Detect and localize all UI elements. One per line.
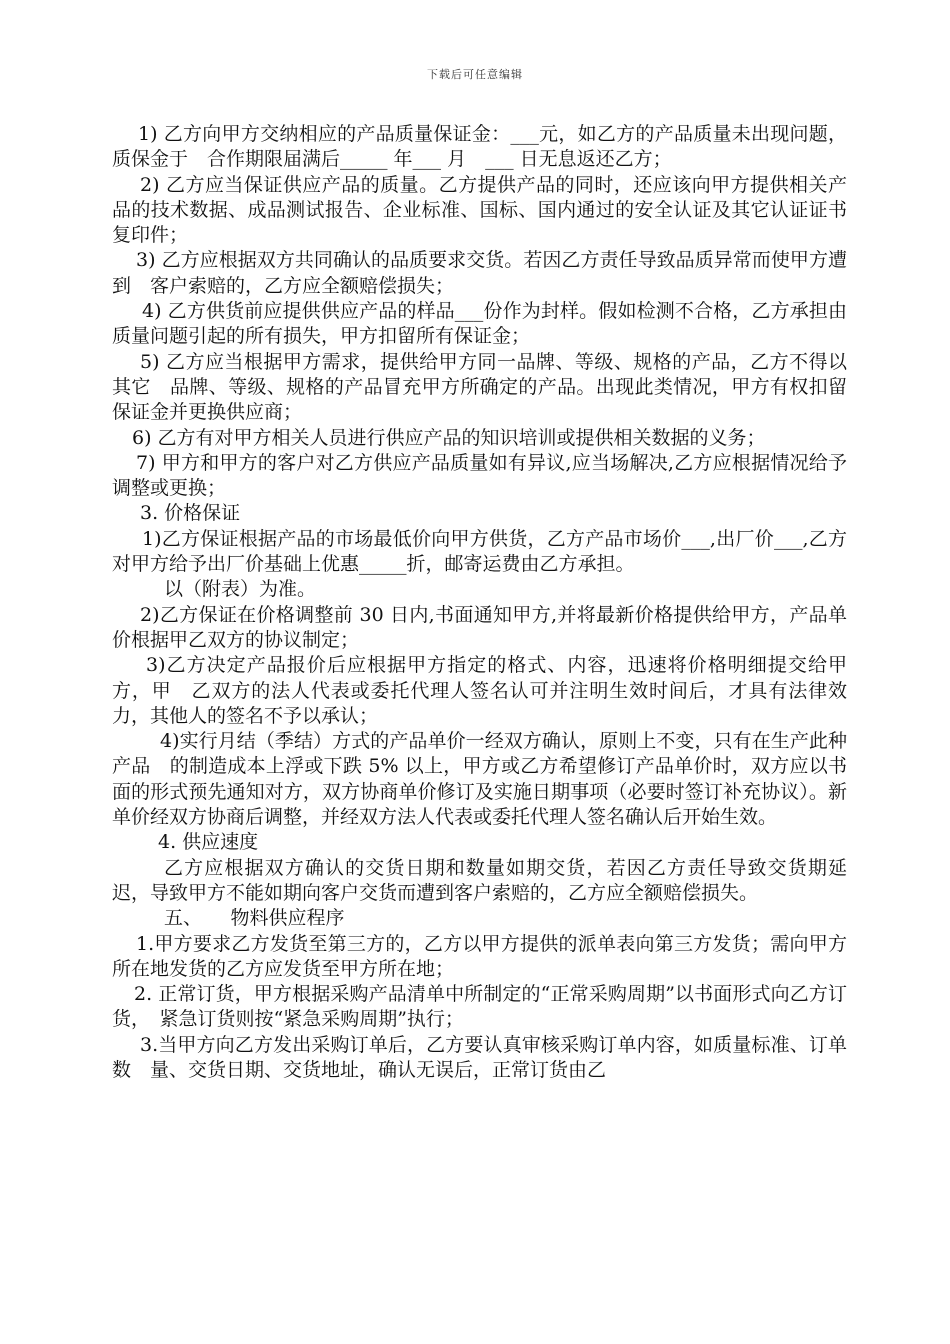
clause-4-body: 乙方应根据双方确认的交货日期和数量如期交货，若因乙方责任导致交货期延迟，导致甲方不能如期向客户交货而遭到客户索赔的，乙方应全额赔偿损失。 <box>112 856 847 904</box>
clause-3-1-note: 以（附表）为准。 <box>164 578 317 601</box>
clause-3-3: 3)乙方决定产品报价后应根据甲方指定的格式、内容，迅速将价格明细提交给甲方，甲 乙双方的法人代表或委托代理人签名认可并注明生效时间后，才具有法律效力，其他人的签名不予以承认； <box>112 654 847 727</box>
clause-1-6: 6) 乙方有对甲方相关人员进行供应产品的知识培训或提供相关数据的义务； <box>132 426 766 449</box>
clause-5-3: 3.当甲方向乙方发出采购订单后，乙方要认真审核采购订单内容，如质量标准、订单数 量、交货日期、交货地址，确认无误后，正常订货由乙 <box>112 1033 847 1081</box>
section-heading-supply-speed: 4. 供应速度 <box>158 831 259 854</box>
clause-1-5: 5) 乙方应当根据甲方需求，提供给甲方同一品牌、等级、规格的产品，乙方不得以其它 品牌、等级、规格的产品冒充甲方所确定的产品。出现此类情况，甲方有权扣留保证金并更换供应商； <box>112 350 847 424</box>
clause-1-7: 7) 甲方和甲方的客户对乙方供应产品质量如有异议,应当场解决,乙方应根据情况给予调整或更换； <box>112 451 847 500</box>
clause-5-1: 1.甲方要求乙方发货至第三方的，乙方以甲方提供的派单表向第三方发货；需向甲方所在地发货的乙方应发货至甲方所在地； <box>112 932 847 980</box>
clause-3-1: 1)乙方保证根据产品的市场最低价向甲方供货，乙方产品市场价___,出厂价___,乙方对甲方给予出厂价基础上优惠_____折，邮寄运费由乙方承担。 <box>112 527 847 576</box>
clause-1-1: 1) 乙方向甲方交纳相应的产品质量保证金：___元，如乙方的产品质量未出现问题，质保金于 合作期限届满后_____ 年___ 月 ___ 日无息返还乙方； <box>112 123 847 171</box>
document-body <box>112 122 847 1083</box>
clause-1-3: 3) 乙方应根据双方共同确认的品质要求交货。若因乙方责任导致品质异常而使甲方遭到 客户索赔的，乙方应全额赔偿损失； <box>112 249 847 297</box>
section-heading-procedure: 五、 物料供应程序 <box>164 907 345 930</box>
clause-1-2: 2) 乙方应当保证供应产品的质量。乙方提供产品的同时，还应该向甲方提供相关产品的技术数据、成品测试报告、企业标准、国标、国内通过的安全认证及其它认证证书复印件； <box>112 173 847 247</box>
clause-5-2: 2. 正常订货，甲方根据采购产品清单中所制定的“正常采购周期”以书面形式向乙方订货， 紧急订货则按“紧急采购周期”执行； <box>112 983 847 1031</box>
clause-3-4: 4)实行月结（季结）方式的产品单价一经双方确认，原则上不变，只有在生产此种产品 的制造成本上浮或下跌 5% 以上，甲方或乙方希望修订产品单价时，双方应以书面的形式预先通知对方，双方协商单价修订及实施日期事项（必要时签订补充协议）。新单价经双方协商后调整，并经双方法人代表或委托代理人签名确认后开始生效。 <box>112 730 847 829</box>
section-heading-price: 3. 价格保证 <box>140 502 241 525</box>
clause-3-2: 2)乙方保证在价格调整前 30 日内,书面通知甲方,并将最新价格提供给甲方，产品单价根据甲乙双方的协议制定； <box>112 603 847 651</box>
page-header: 下载后可任意编辑 <box>427 68 523 81</box>
clause-1-4: 4) 乙方供货前应提供供应产品的样品___份作为封样。假如检测不合格，乙方承担由质量问题引起的所有损失，甲方扣留所有保证金； <box>112 300 847 348</box>
